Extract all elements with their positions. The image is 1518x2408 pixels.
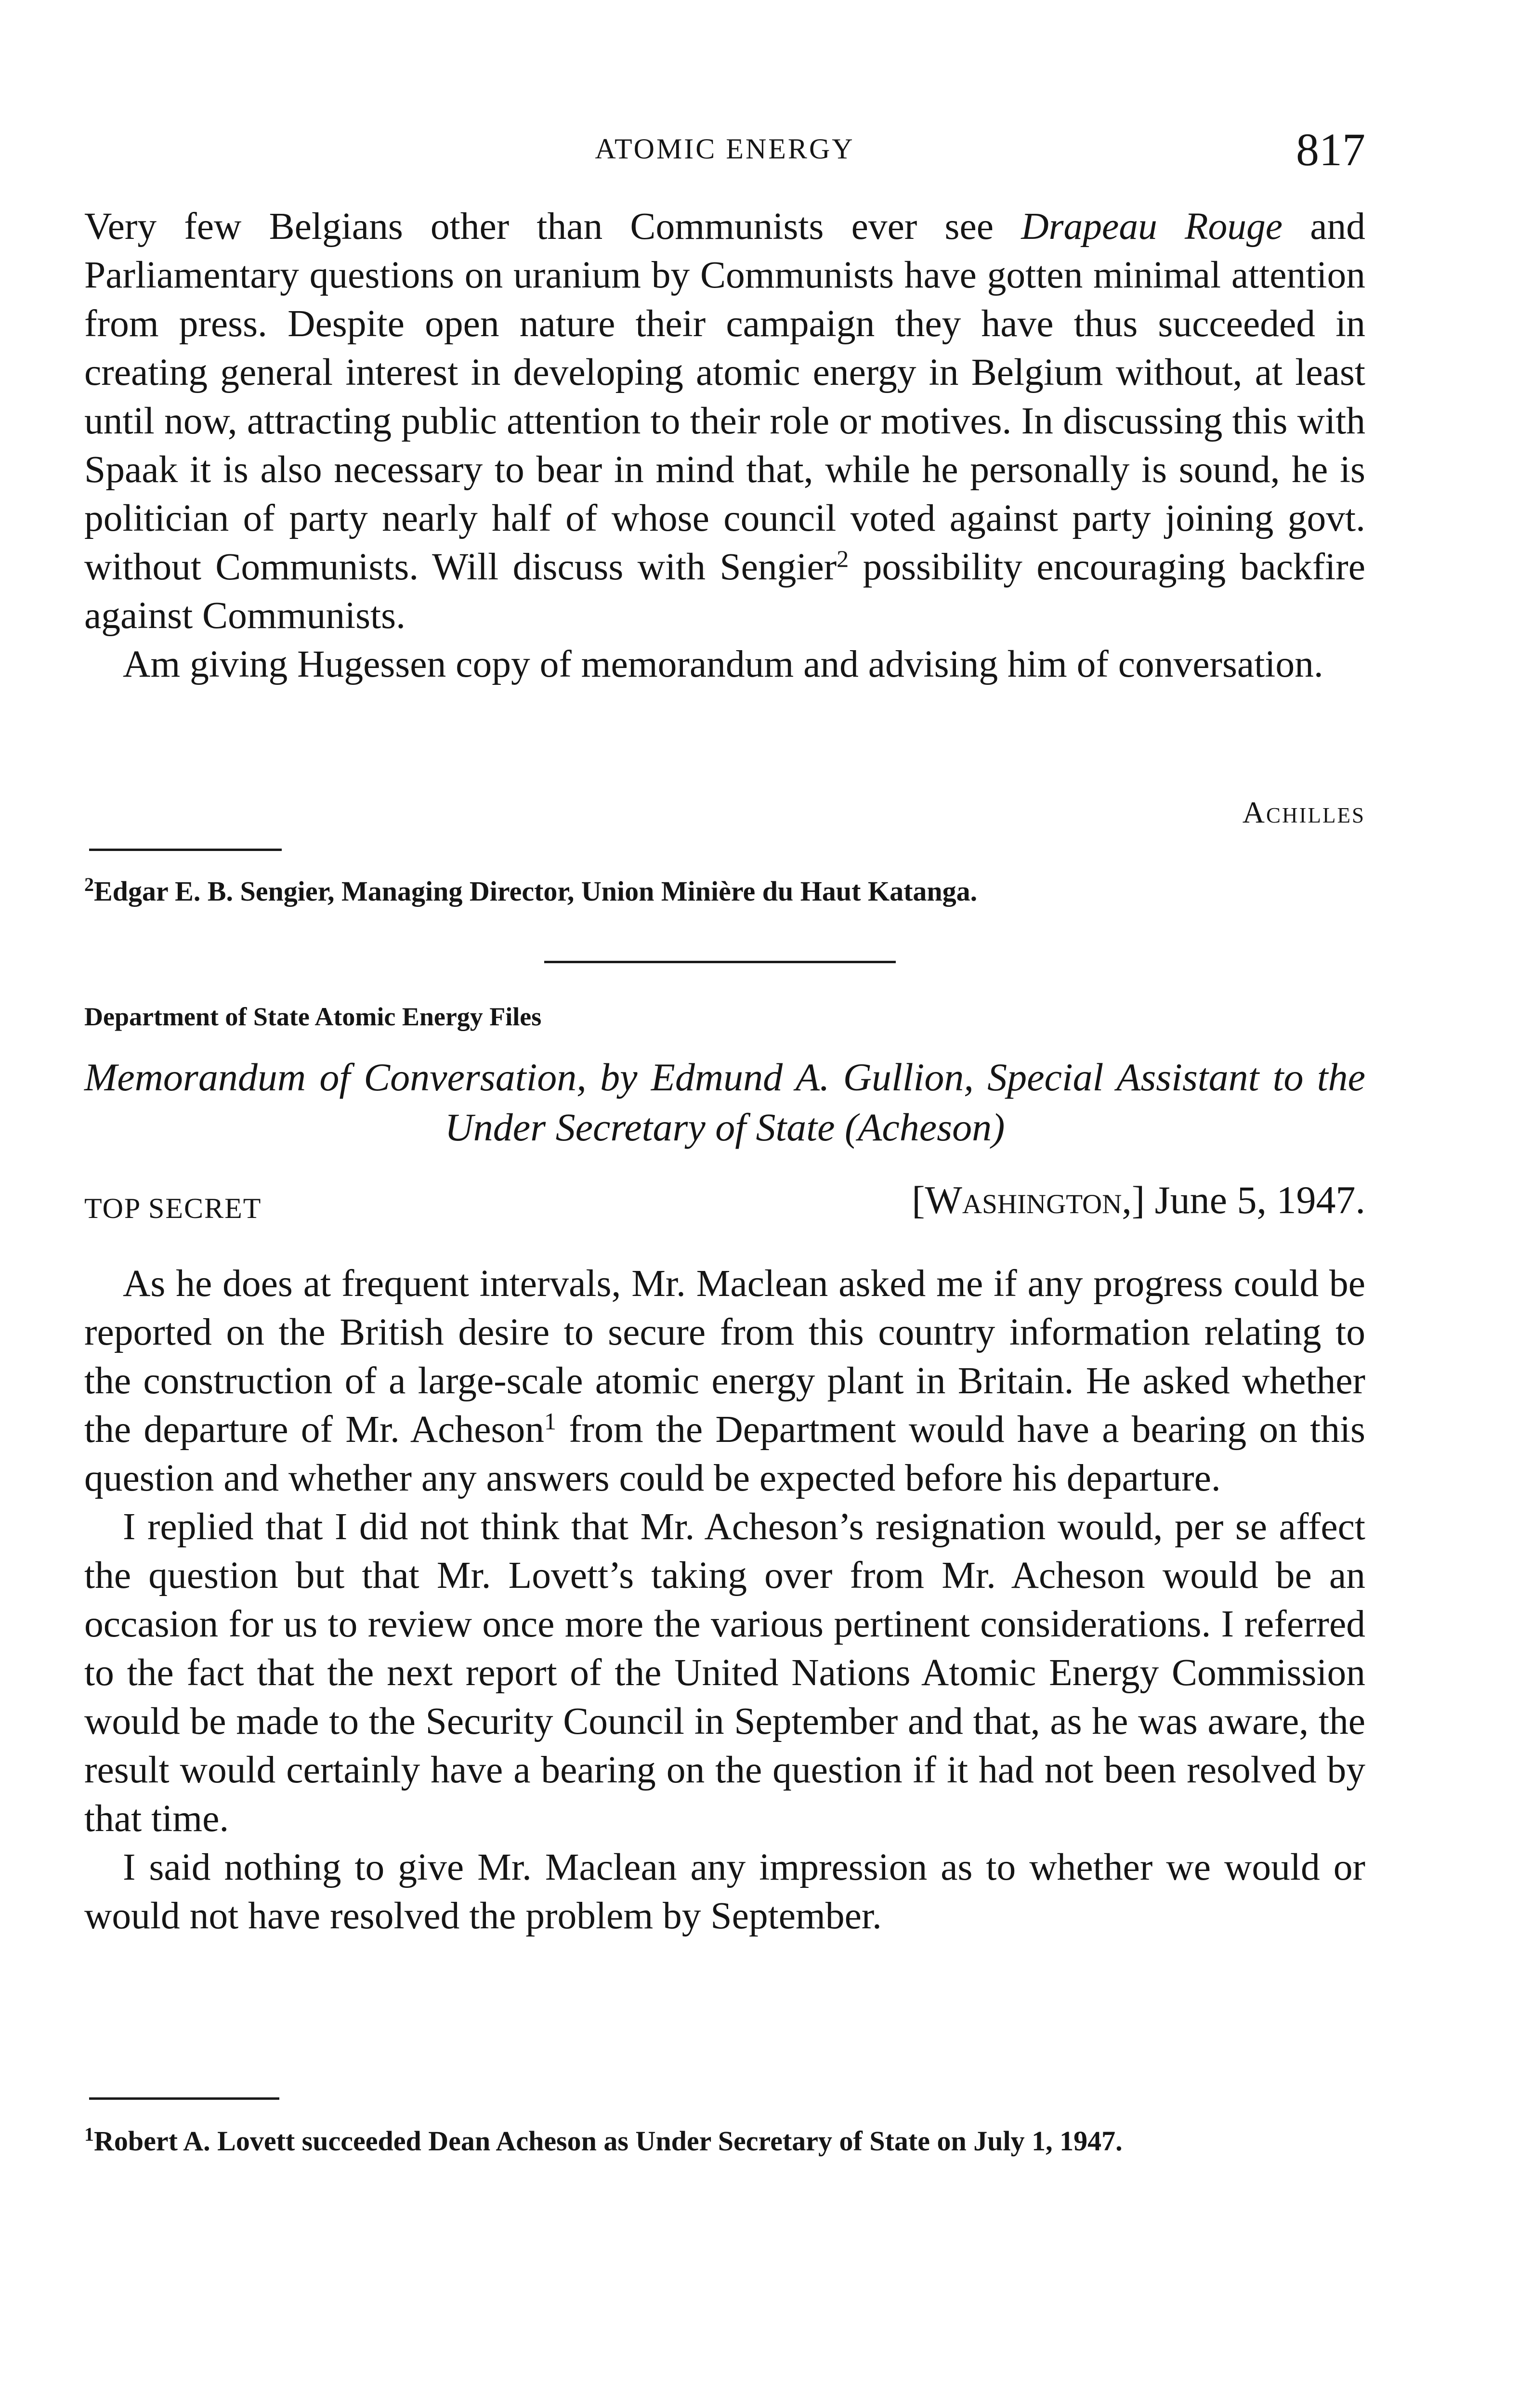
memo-title: Memorandum of Conversation, by Edmund A. Gullion, Special Assistant to the Under Secretary of State (Acheson)	[84, 1055, 1365, 1149]
section-divider	[544, 961, 896, 963]
footnote-1-text: Robert A. Lovett succeeded Dean Acheson as Under Secretary of State on July 1, 1947.	[94, 2125, 1123, 2157]
signature: Achilles	[1242, 795, 1365, 829]
footnote-2-mark: 2	[84, 874, 94, 895]
continued-paragraph-1	[84, 202, 1365, 640]
running-head	[84, 123, 1365, 175]
dateline-close-bracket: ,]	[1122, 1178, 1145, 1222]
memo-paragraph-1	[84, 1259, 1365, 1503]
footnote-rule-top	[89, 849, 282, 851]
footnote-rule-bottom	[89, 2097, 279, 2100]
footnote-1	[84, 2124, 1365, 2159]
running-title: ATOMIC ENERGY	[595, 133, 855, 165]
footnote-1-marker: 1	[544, 1408, 556, 1435]
footnote-1-mark: 1	[84, 2123, 94, 2145]
continued-paragraph-1-part-c: possibility encouraging backfire against Communists.	[84, 546, 1365, 637]
continued-text-block	[84, 202, 1365, 689]
dateline-city: Washington	[925, 1178, 1122, 1222]
memo-body	[84, 1259, 1365, 1940]
continued-paragraph-1-part-a: Very few Belgians other than Communists ever see	[84, 205, 1021, 248]
page-number: 817	[1296, 124, 1365, 175]
continued-paragraph-2: Am giving Hugessen copy of memorandum and advising him of conversation.	[123, 643, 1323, 685]
memo-paragraph-1-part-a: As he does at frequent intervals, Mr. Maclean asked me if any progress could be reported on the British desire to secure from this country information relating to the construction of a large-scale atomic energy plant in Britain. He asked whether the departure of Mr. Acheson	[84, 1262, 1365, 1451]
memo-paragraph-3: I said nothing to give Mr. Maclean any impression as to whether we would or would not have resolved the problem by September.	[84, 1846, 1365, 1937]
footnote-2-marker: 2	[837, 545, 849, 572]
dateline-date: June 5, 1947.	[1145, 1178, 1365, 1222]
dateline-open-bracket: [	[912, 1178, 925, 1222]
continued-paragraph-1-part-b: and Parliamentary questions on uranium by Communists have gotten minimal attention from press. Despite open nature their campaign they have thus succeeded in creating general interest in developing atomic energy in Belgium without, at least until now, attracting public attention to their role or motives. In discussing this with Spaak it is also necessary to bear in mind that, while he personally is sound, he is politician of party nearly half of whose council voted against party joining govt. without Communists. Will discuss with Sengier	[84, 205, 1366, 588]
files-label: Department of State Atomic Energy Files	[84, 1002, 542, 1031]
memo-paragraph-1-part-b: from the Department would have a bearing on this question and whether any answers could be expected before his departure.	[84, 1408, 1365, 1499]
drapeau-rouge-title: Drapeau Rouge	[1021, 205, 1283, 248]
classification-label: TOP SECRET	[84, 1192, 262, 1224]
memo-paragraph-2: I replied that I did not think that Mr. Acheson’s resignation would, per se affect the question but that Mr. Lovett’s taking over from Mr. Acheson would be an occasion for us to review once more the various pertinent considerations. I referred to the fact that the next report of the United Nations Atomic Energy Commission would be made to the Security Council in September and that, as he was aware, the result would certainly have a bearing on the question if it had not been resolved by that time.	[84, 1505, 1365, 1840]
dateline	[912, 1178, 1365, 1223]
footnote-2-text: Edgar E. B. Sengier, Managing Director, Union Minière du Haut Katanga.	[94, 876, 978, 907]
footnote-2	[84, 874, 1365, 909]
